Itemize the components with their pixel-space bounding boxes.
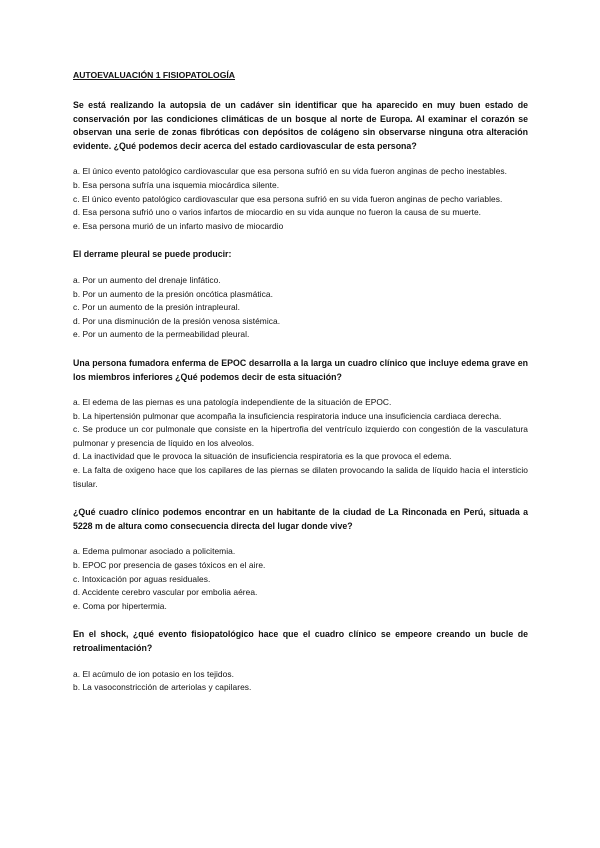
answer-options [73, 274, 528, 342]
answer-option: d. Por una disminución de la presión venosa sistémica. [73, 315, 281, 326]
question-block [73, 357, 528, 491]
answer-option: b. La hipertensión pulmonar que acompaña la insuficiencia respiratoria induce una insuficiencia cardiaca derecha. [73, 410, 502, 421]
question-block [73, 248, 528, 342]
question-text: Se está realizando la autopsia de un cadáver sin identificar que ha aparecido en muy buen estado de conservación por las condiciones climáticas de un bosque al norte de Europa. Al examinar el corazón se observan una serie de zonas fibróticas con depósitos de colágeno sin observarse ninguna otra alteración evidente. ¿Qué podemos decir acerca del estado cardiovascular de esta persona? [73, 100, 528, 151]
question-block [73, 506, 528, 613]
answer-option: d. La inactividad que le provoca la situación de insuficiencia respiratoria es la que provoca el edema. [73, 451, 452, 462]
answer-option: b. Esa persona sufría una isquemia miocárdica silente. [73, 179, 280, 190]
answer-options [73, 668, 528, 695]
question-text: Una persona fumadora enferma de EPOC desarrolla a la larga un cuadro clínico que incluye edema grave en los miembros inferiores ¿Qué podemos decir de esta situación? [73, 357, 528, 382]
answer-option: b. Por un aumento de la presión oncótica plasmática. [73, 288, 273, 299]
answer-option: c. Por un aumento de la presión intrapleural. [73, 302, 241, 313]
document-page [73, 70, 528, 710]
question-text: En el shock, ¿qué evento fisiopatológico hace que el cuadro clínico se empeore creando un bucle de retroalimentación? [73, 629, 528, 653]
answer-option: d. Accidente cerebro vascular por embolia aérea. [73, 587, 258, 598]
answer-option: a. El acúmulo de ion potasio en los tejidos. [73, 668, 234, 679]
answer-option: b. EPOC por presencia de gases tóxicos en el aire. [73, 560, 266, 571]
answer-option: c. El único evento patológico cardiovascular que esa persona sufrió en su vida fueron anginas de pecho variables. [73, 193, 503, 204]
answer-option: e. Por un aumento de la permeabilidad pleural. [73, 329, 250, 340]
answer-option: a. Edema pulmonar asociado a policitemia. [73, 546, 236, 557]
answer-option: e. Esa persona murió de un infarto masivo de miocardio [73, 220, 284, 231]
answer-option: c. Se produce un cor pulmonale que consiste en la hipertrofia del ventrículo izquierdo con congestión de la vasculatura pulmonar y presencia de líquido en los alveolos. [73, 424, 528, 448]
question-block [73, 628, 528, 694]
answer-option: e. Coma por hipertermia. [73, 600, 167, 611]
answer-options [73, 165, 528, 233]
answer-options [73, 396, 528, 491]
answer-option: d. Esa persona sufrió uno o varios infartos de miocardio en su vida aunque no fueron la causa de su muerte. [73, 207, 482, 218]
answer-option: a. Por un aumento del drenaje linfático. [73, 274, 221, 285]
question-text: ¿Qué cuadro clínico podemos encontrar en un habitante de la ciudad de La Rinconada en Perú, situada a 5228 m de altura como consecuencia directa del lugar donde vive? [73, 507, 528, 531]
answer-option: a. El edema de las piernas es una patología independiente de la situación de EPOC. [73, 397, 392, 408]
answer-option: b. La vasoconstricción de arteriolas y capilares. [73, 682, 252, 693]
question-text: El derrame pleural se puede producir: [73, 249, 232, 260]
question-block [73, 99, 528, 233]
answer-options [73, 545, 528, 613]
answer-option: a. El único evento patológico cardiovascular que esa persona sufrió en su vida fueron anginas de pecho inestables. [73, 166, 508, 177]
answer-option: c. Intoxicación por aguas residuales. [73, 573, 211, 584]
answer-option: e. La falta de oxigeno hace que los capilares de las piernas se dilaten provocando la salida de líquido hacia el intersticio tisular. [73, 465, 528, 489]
document-title: AUTOEVALUACIÓN 1 FISIOPATOLOGÍA [73, 70, 236, 80]
